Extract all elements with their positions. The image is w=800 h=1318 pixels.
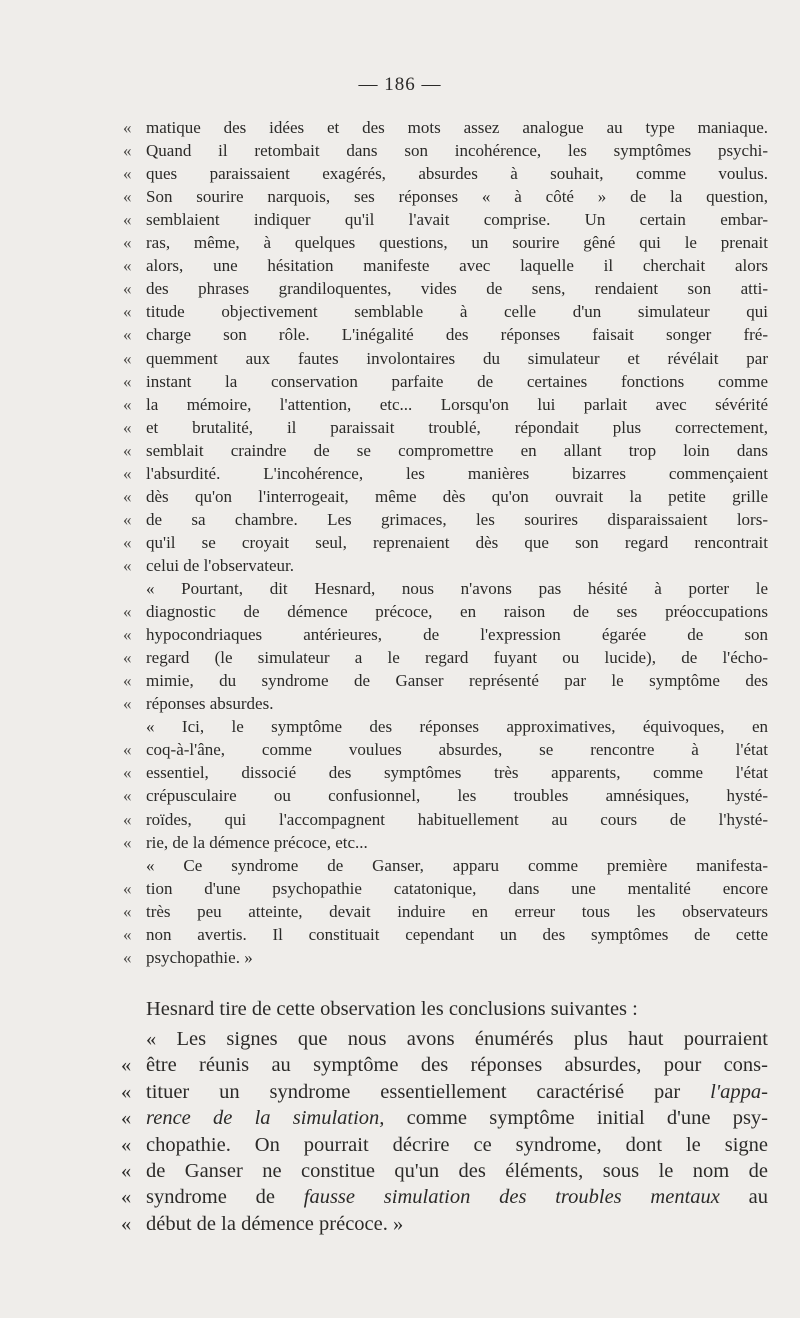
- quoted-conclusion-line: début de la démence précoce. »: [146, 1212, 404, 1235]
- quote-mark: «: [123, 786, 132, 806]
- text-line: roïdes, qui l'accompagnent habituellement au cours de l'hysté-: [146, 809, 768, 829]
- text-line: et brutalité, il paraissait troublé, répondait plus correctement,: [146, 417, 768, 437]
- quote-mark: «: [123, 878, 132, 898]
- text-line: dès qu'on l'interrogeait, même dès qu'on ouvrait la petite grille: [146, 486, 768, 506]
- quote-mark: «: [123, 348, 132, 368]
- text-line: mimie, du syndrome de Ganser représenté par le symptôme des: [146, 671, 768, 691]
- section-heading: Hesnard tire de cette observation les conclusions suivantes :: [146, 998, 638, 1020]
- text-line: coq-à-l'âne, comme voulues absurdes, se rencontre à l'état: [146, 740, 768, 760]
- text-line: matique des idées et des mots assez analogue au type maniaque.: [146, 118, 768, 137]
- quoted-conclusion-line: être réunis au symptôme des réponses absurdes, pour cons-: [146, 1054, 768, 1077]
- text-line: essentiel, dissocié des symptômes très apparents, comme l'état: [146, 763, 768, 783]
- quote-mark: «: [123, 901, 132, 921]
- text-line: ques paraissaient exagérés, absurdes à souhait, comme voulus.: [146, 164, 768, 184]
- quote-mark: «: [123, 371, 132, 391]
- quote-mark: «: [123, 417, 132, 437]
- quote-mark: «: [123, 302, 132, 322]
- quoted-conclusion-line: « Les signes que nous avons énumérés plus haut pourraient: [146, 1028, 768, 1050]
- quote-mark: «: [123, 210, 132, 230]
- quote-mark: «: [123, 256, 132, 276]
- quote-mark: «: [123, 325, 132, 345]
- quote-mark: «: [121, 1133, 132, 1156]
- text-line: des phrases grandiloquentes, vides de sens, rendaient son atti-: [146, 279, 768, 299]
- text-line: très peu atteinte, devait induire en erreur tous les observateurs: [146, 901, 768, 921]
- text-line: quemment aux fautes involontaires du simulateur et révélait par: [146, 348, 768, 368]
- quote-mark: «: [123, 509, 132, 529]
- page-number: — 186 —: [358, 74, 442, 95]
- text-line: regard (le simulateur a le regard fuyant ou lucide), de l'écho-: [146, 648, 768, 668]
- quote-mark: «: [123, 809, 132, 829]
- quoted-conclusion-line: tituer un syndrome essentiellement caractérisé par l'appa-: [146, 1080, 768, 1103]
- text-line: la mémoire, l'attention, etc... Lorsqu'on lui parlait avec sévérité: [146, 394, 768, 414]
- quote-mark: «: [123, 394, 132, 414]
- quote-mark: «: [123, 532, 132, 552]
- quoted-conclusion-line: syndrome de fausse simulation des troubles mentaux au: [146, 1186, 768, 1209]
- quote-mark: «: [123, 832, 132, 852]
- text-line: instant la conservation parfaite de certaines fonctions comme: [146, 371, 768, 391]
- quote-mark: «: [123, 440, 132, 460]
- text-line: « Pourtant, dit Hesnard, nous n'avons pas hésité à porter le: [146, 579, 768, 598]
- text-line: alors, une hésitation manifeste avec laquelle il cherchait alors: [146, 256, 768, 276]
- text-line: diagnostic de démence précoce, en raison de ses préoccupations: [146, 602, 768, 622]
- quote-mark: «: [123, 625, 132, 645]
- quote-mark: «: [121, 1080, 132, 1103]
- text-line: psychopathie. »: [146, 947, 253, 967]
- quote-mark: «: [123, 763, 132, 783]
- quote-mark: «: [123, 118, 132, 137]
- quote-mark: «: [123, 924, 132, 944]
- quote-mark: «: [121, 1054, 132, 1077]
- text-line: semblaient indiquer qu'il l'avait comprise. Un certain embar-: [146, 210, 768, 230]
- text-line: crépusculaire ou confusionnel, les troubles amnésiques, hysté-: [146, 786, 768, 806]
- quote-mark: «: [123, 555, 132, 575]
- text-line: Son sourire narquois, ses réponses « à côté » de la question,: [146, 187, 768, 207]
- text-line: hypocondriaques antérieures, de l'expression égarée de son: [146, 625, 768, 645]
- quote-mark: «: [123, 602, 132, 622]
- text-line: Quand il retombait dans son incohérence, les symptômes psychi-: [146, 141, 768, 161]
- quote-mark: «: [121, 1212, 132, 1235]
- quote-mark: «: [123, 694, 132, 714]
- quote-mark: «: [123, 671, 132, 691]
- quote-mark: «: [123, 164, 132, 184]
- quote-mark: «: [123, 233, 132, 253]
- text-line: « Ici, le symptôme des réponses approximatives, équivoques, en: [146, 717, 768, 737]
- text-line: rie, de la démence précoce, etc...: [146, 832, 368, 852]
- quote-mark: «: [123, 648, 132, 668]
- text-line: de sa chambre. Les grimaces, les sourires disparaissaient lors-: [146, 509, 768, 529]
- text-line: tion d'une psychopathie catatonique, dans une mentalité encore: [146, 878, 768, 898]
- quote-mark: «: [123, 187, 132, 207]
- quoted-conclusion-line: rence de la simulation, comme symptôme initial d'une psy-: [146, 1107, 768, 1130]
- quote-mark: «: [121, 1186, 132, 1209]
- quote-mark: «: [123, 279, 132, 299]
- quote-mark: «: [121, 1107, 132, 1130]
- text-line: qu'il se croyait seul, reprenaient dès que son regard rencontrait: [146, 532, 768, 552]
- quote-mark: «: [123, 141, 132, 161]
- quote-mark: «: [121, 1160, 132, 1182]
- text-line: ras, même, à quelques questions, un sourire gêné qui le prenait: [146, 233, 768, 253]
- text-line: charge son rôle. L'inégalité des réponses faisait songer fré-: [146, 325, 768, 345]
- text-line: titude objectivement semblable à celle d'un simulateur qui: [146, 302, 768, 322]
- quoted-conclusion-line: chopathie. On pourrait décrire ce syndrome, dont le signe: [146, 1133, 768, 1156]
- text-line: « Ce syndrome de Ganser, apparu comme première manifesta-: [146, 855, 768, 875]
- text-line: semblait craindre de se compromettre en allant trop loin dans: [146, 440, 768, 460]
- quote-mark: «: [123, 740, 132, 760]
- quote-mark: «: [123, 463, 132, 483]
- text-line: non avertis. Il constituait cependant un des symptômes de cette: [146, 924, 768, 944]
- quote-mark: «: [123, 947, 132, 967]
- quote-mark: «: [123, 486, 132, 506]
- text-line: celui de l'observateur.: [146, 555, 294, 575]
- text-line: l'absurdité. L'incohérence, les manières bizarres commençaient: [146, 463, 768, 483]
- text-line: réponses absurdes.: [146, 694, 274, 714]
- quoted-conclusion-line: de Ganser ne constitue qu'un des éléments, sous le nom de: [146, 1160, 768, 1182]
